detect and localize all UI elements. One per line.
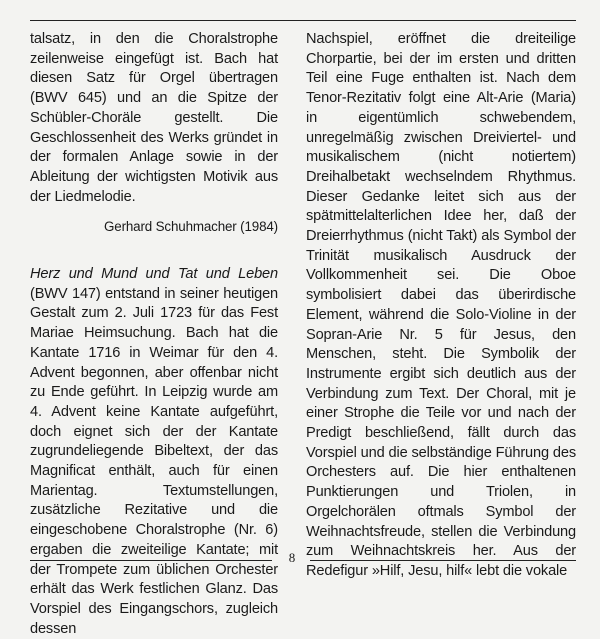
right-column (306, 30, 576, 582)
top-rule (30, 20, 576, 21)
page-footer (30, 550, 576, 567)
page-number: 8 (288, 550, 296, 565)
author-signature: Gerhard Schuhmacher (1984) (104, 219, 278, 235)
work-title: Herz und Mund und Tat und Leben (30, 266, 278, 283)
footer-rule-left (30, 560, 272, 561)
left-paragraph-1: talsatz, in den die Choralstrophe zeilenweise eingefügt ist. Bach hat diesen Satz für Orgel übertragen (BWV 645) und an die Spitze der Schübler-Choräle gestellt. Die Geschlossenheit des Werks gründet in der formalen Anlage sowie in der Ableitung der wichtigsten Motivik aus der Liedmelodie. (30, 31, 278, 205)
left-paragraph-2-text: (BWV 147) entstand in seiner heutigen Gestalt zum 2. Juli 1723 für das Fest Mariae Heimsuchung. Bach hat die Kantate 1716 in Weimar für den 4. Advent begonnen, aber offenbar nicht zu Ende geführt. In Leipzig wurde am 4. Advent keine Kantate aufgeführt, doch eignet sich der der Kantate zugrundeliegende Bibeltext, der das Magnificat enthält, auch für einen Marientag. Textumstellungen, zusätzliche Rezitative und die eingeschobene Choralstrophe (Nr. 6) ergaben die zweiteilige Kantate; mit der Trompete zum üblichen Orchester erhält das Werk festlichen Glanz. Das Vorspiel des Eingangschors, zugleich dessen (30, 285, 278, 637)
left-column (30, 30, 278, 639)
right-paragraph-1: Nachspiel, eröffnet die dreiteilige Chorpartie, bei der im ersten und dritten Teil eine Fuge enthalten ist. Nach dem Tenor-Rezitativ folgt eine Alt-Arie (Maria) in eigentümlich schwebendem, unregelmäßig zwischen Dreiviertel- und musikalischem (nicht notiertem) Dreihalbetakt wechselndem Rhythmus. Dieser Gedanke leitet sich aus der spätmittelalterlichen Idee her, daß der Dreierrhythmus (nicht Takt) als Symbol der Trinität musikalisch Ausdruck der Vollkommenheit sei. Die Oboe symbolisiert dabei das überirdische Element, während die Solo-Violine in der Sopran-Arie Nr. 5 für Jesus, den Menschen, steht. Die Symbolik der Instrumente ergibt sich deutlich aus der Verbindung zum Text. Der Choral, mit je einer Strophe die Teile vor und nach der Predigt beschließend, fällt durch das Vorspiel und die selbständige Führung des Orchesters auf. Die hier enthaltenen Punktierungen und Triolen, in Orgelchorälen oftmals Symbol der Weihnachtsfreude, stellen die Verbindung zum Weihnachtskreis her. Aus der Redefigur »Hilf, Jesu, hilf« lebt die vokale (306, 31, 576, 579)
left-paragraph-2 (30, 265, 278, 639)
footer-rule-right (310, 560, 576, 561)
